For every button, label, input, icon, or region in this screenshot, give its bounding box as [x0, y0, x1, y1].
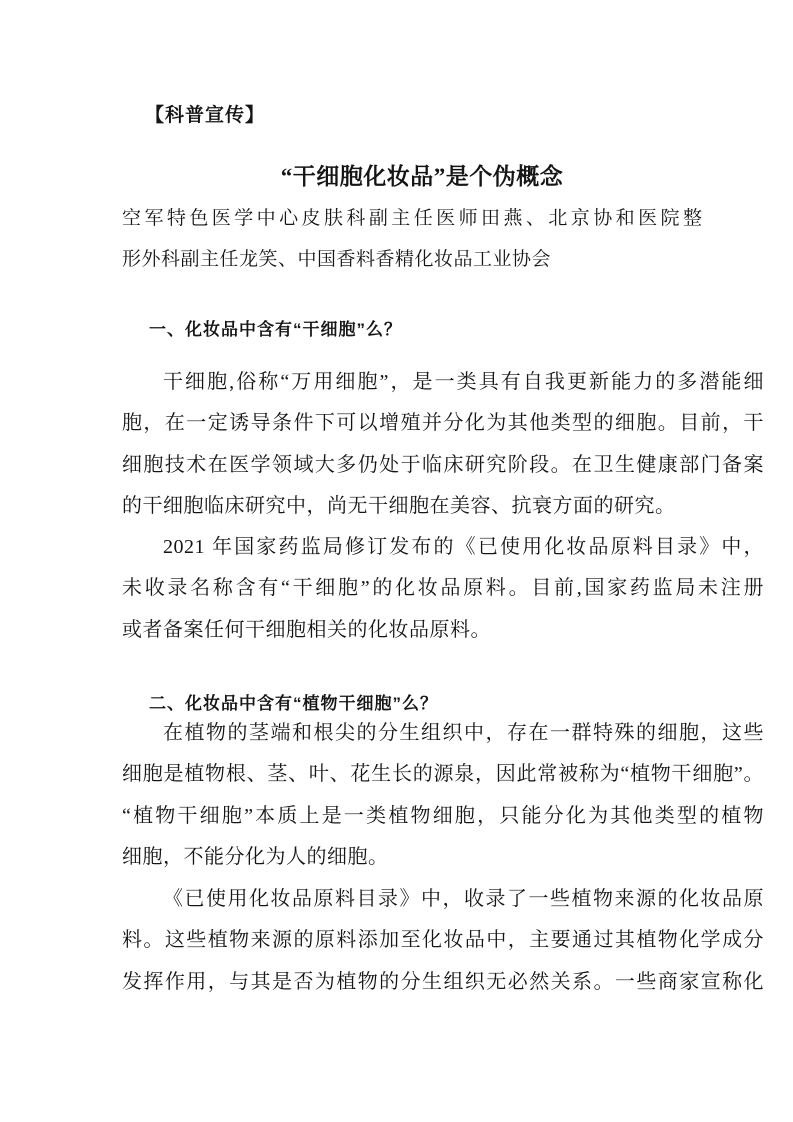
byline-line: 形外科副主任龙笑、中国香料香精化妆品工业协会: [122, 249, 552, 271]
text-line: 的干细胞临床研究中，尚无干细胞在美容、抗衰方面的研究。: [122, 495, 676, 518]
text-line: “植物干细胞”本质上是一类植物细胞，只能分化为其他类型的植物: [122, 804, 764, 827]
section-1-paragraph-2: [122, 527, 764, 651]
text-line: 未收录名称含有“干细胞”的化妆品原料。目前,国家药监局未注册: [122, 577, 764, 600]
section-2-heading: 二、化妆品中含有“植物干细胞”么？: [149, 694, 438, 713]
text-line: 料。这些植物来源的原料添加至化妆品中，主要通过其植物化学成分: [122, 929, 764, 952]
text-line: 细胞，不能分化为人的细胞。: [122, 846, 389, 869]
byline-line: 空军特色医学中心皮肤科副主任医师田燕、北京协和医院整: [122, 208, 702, 229]
text-line: 2021 年国家药监局修订发布的《已使用化妆品原料目录》中，: [163, 536, 764, 558]
text-line: 细胞是植物根、茎、叶、花生长的源泉，因此常被称为“植物干细胞”。: [122, 763, 764, 786]
section-1-paragraph-1: [122, 362, 764, 528]
section-2-paragraph-2: [122, 879, 764, 1003]
text-line: 《已使用化妆品原料目录》中，收录了一些植物来源的化妆品原: [163, 888, 764, 910]
byline: [122, 198, 764, 281]
text-line: 在植物的茎端和根尖的分生组织中，存在一群特殊的细胞，这些: [163, 722, 764, 744]
section-2-paragraph-1: [122, 713, 764, 879]
section-1-heading: 一、化妆品中含有“干细胞”么？: [149, 320, 402, 339]
kicker-label: 【科普宣传】: [145, 105, 266, 126]
text-line: 或者备案任何干细胞相关的化妆品原料。: [122, 618, 491, 641]
text-line: 细胞技术在医学领域大多仍处于临床研究阶段。在卫生健康部门备案: [122, 453, 764, 476]
text-line: 发挥作用，与其是否为植物的分生组织无必然关系。一些商家宣称化: [122, 970, 764, 993]
document-title: “干细胞化妆品”是个伪概念: [280, 164, 564, 189]
text-line: 胞，在一定诱导条件下可以增殖并分化为其他类型的细胞。目前，干: [122, 412, 764, 435]
text-line: 干细胞,俗称“万用细胞”，是一类具有自我更新能力的多潜能细: [163, 371, 764, 393]
